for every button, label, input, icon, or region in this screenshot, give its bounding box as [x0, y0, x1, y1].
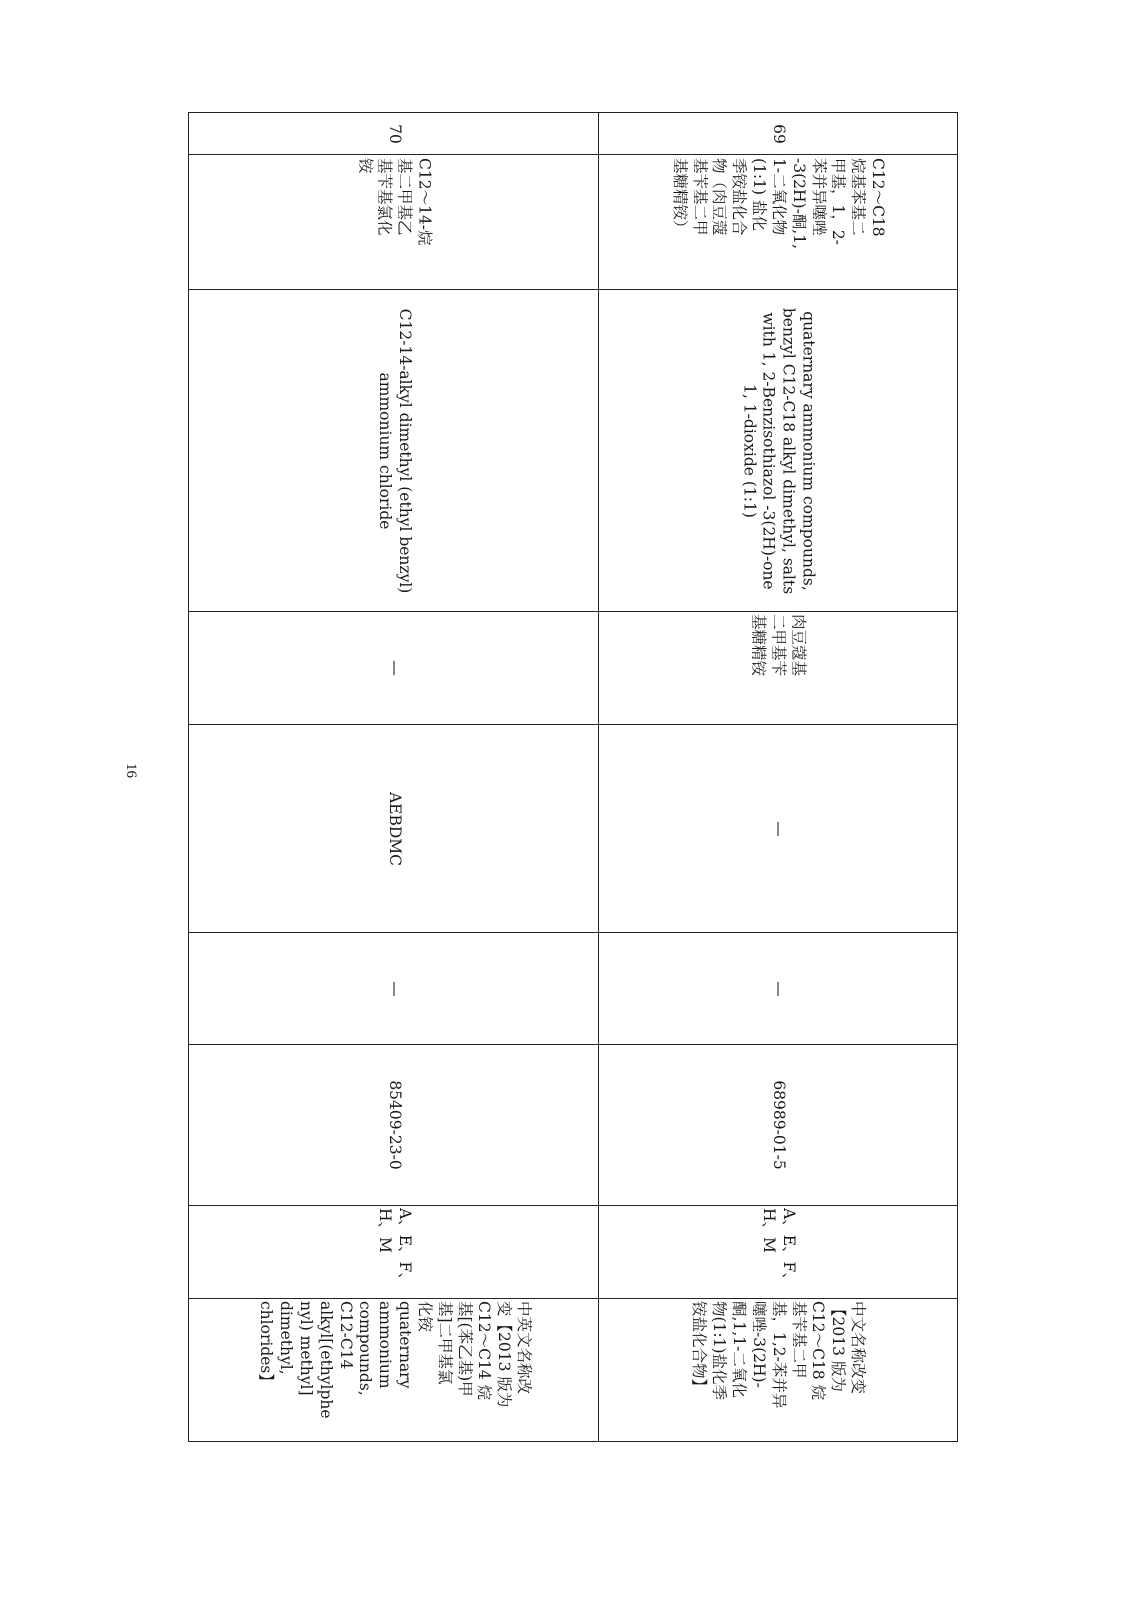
- cas-number: 68989-01-5: [769, 1080, 788, 1170]
- alias: —: [385, 660, 404, 676]
- table-row-70: [189, 113, 599, 1441]
- english-name: C12-14-alkyl dimethyl (ethyl benzyl) ammonium chloride: [375, 308, 414, 593]
- cell-chinese-name: [189, 155, 598, 290]
- cell-alias: [189, 612, 598, 725]
- cell-alias: [599, 612, 957, 725]
- cell-cas: [189, 1045, 598, 1206]
- function: A、E、F、 H、M: [375, 1208, 414, 1288]
- cell-abbreviation: [189, 725, 598, 933]
- substance-table: [188, 112, 958, 1442]
- abbreviation: AEBDMC: [385, 791, 404, 866]
- english-name: quaternary ammonium compounds, benzyl C12-C18 alkyl dimethyl, salts with 1, 2-Benzisothiazol -3(2H)-one 1, 1-dioxide (1:1): [740, 307, 818, 594]
- function: A、E、F、 H、M: [760, 1208, 798, 1288]
- row-number: 69: [769, 123, 788, 144]
- cell-number: [189, 113, 598, 155]
- row-number: 70: [385, 123, 404, 144]
- note: 中英文名称改 变【2013 版为 C12～C14 烷 基[(苯乙基)甲 基]二甲基氯 化铵 quaternary ammonium compounds, C12-C14 alkyl[(ethylphe nyl) methyl] dimethyl, chlorides】: [256, 1301, 533, 1419]
- page-number: 16: [123, 763, 139, 778]
- cell-note: [599, 1299, 957, 1443]
- ins-number: —: [385, 980, 404, 997]
- chinese-name: C12～C18 烷基苯基二 甲基，1，2- 苯并异噻唑 -3(2H)-酮,1, 1-二氧化物 (1:1) 盐化 季铵盐化合 物（肉豆蔻 基苄基二甲 基糖精铵）: [670, 158, 888, 250]
- table-row-69: [599, 113, 957, 1441]
- cell-english-name: [189, 290, 598, 612]
- cell-function: [189, 1206, 598, 1299]
- ins-number: —: [769, 980, 788, 997]
- cell-note: [189, 1299, 598, 1443]
- cell-cas: [599, 1045, 957, 1206]
- alias: 肉豆蔻基 二甲基苄 基糖精铵: [750, 614, 808, 677]
- cell-chinese-name: [599, 155, 957, 290]
- cell-function: [599, 1206, 957, 1299]
- abbreviation: —: [769, 820, 788, 837]
- cell-abbreviation: [599, 725, 957, 933]
- note: 中文名称改变 【2013 版为 C12～C18 烷 基苄基二甲 基，1,2-苯并异 噻唑-3(2H)- 酮,1,1-二氧化 物(1:1)盐化季 铵盐化合物】: [690, 1301, 868, 1409]
- cell-ins: [189, 933, 598, 1045]
- cell-ins: [599, 933, 957, 1045]
- cas-number: 85409-23-0: [385, 1080, 404, 1170]
- cell-english-name: [599, 290, 957, 612]
- cell-number: [599, 113, 957, 155]
- chinese-name: C12～14-烷 基二甲基乙 基苄基氯化 铵: [355, 158, 434, 246]
